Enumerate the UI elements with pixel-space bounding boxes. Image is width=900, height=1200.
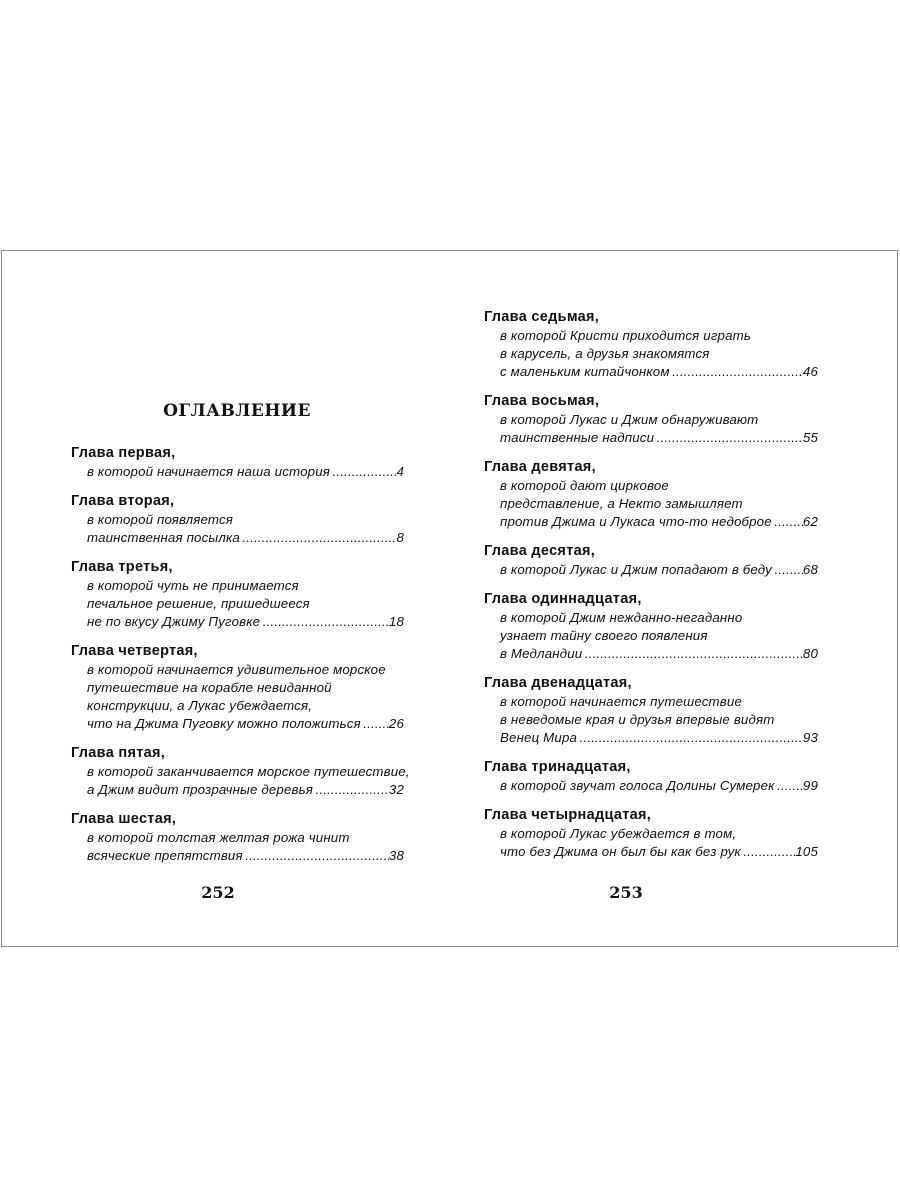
chapter-description-line: печальное решение, пришедшееся	[87, 596, 310, 611]
chapter-description-line: в которой Джим нежданно-негаданно	[500, 610, 743, 625]
toc-entry	[484, 392, 818, 447]
toc-column-right	[484, 308, 818, 872]
chapter-description-line: в которой чуть не принимается	[87, 578, 299, 593]
chapter-description-text: с маленьким китайчонком	[500, 364, 670, 379]
chapter-heading: Глава десятая,	[484, 543, 596, 559]
dot-leader	[240, 529, 397, 547]
page-number-right: 253	[609, 883, 643, 902]
chapter-heading: Глава третья,	[71, 559, 173, 575]
toc-column-left	[71, 444, 410, 876]
chapter-description-line: в которой толстая желтая рожа чинит	[87, 830, 350, 845]
chapter-description-line: в которой начинается удивительное морское	[87, 662, 386, 677]
dot-leader	[361, 715, 389, 733]
page-number-left: 252	[201, 883, 235, 902]
chapter-description-text: что на Джима Пуговку можно положиться	[87, 716, 361, 731]
chapter-description-last-line	[87, 613, 404, 631]
chapter-description-last-line	[87, 847, 404, 865]
chapter-description-line: в которой заканчивается морское путешествие,	[87, 764, 410, 779]
chapter-heading: Глава пятая,	[71, 745, 166, 761]
chapter-description-line: представление, а Некто замышляет	[500, 496, 743, 511]
chapter-page-number: 26	[388, 716, 404, 731]
chapter-page-number: 8	[396, 530, 404, 545]
dot-leader	[741, 843, 796, 861]
chapter-description-text: в которой начинается наша история	[87, 464, 330, 479]
dot-leader	[243, 847, 389, 865]
dot-leader	[260, 613, 389, 631]
chapter-page-number: 38	[388, 848, 404, 863]
chapter-description-line: в которой появляется	[87, 512, 234, 527]
chapter-description-line: в которой Кристи приходится играть	[500, 328, 751, 343]
chapter-page-number: 105	[795, 844, 818, 859]
chapter-description-last-line	[87, 529, 404, 547]
toc-entry	[71, 558, 404, 631]
chapter-description-text: таинственные надписи	[500, 430, 655, 445]
dot-leader	[330, 463, 396, 481]
toc-entry	[71, 492, 404, 547]
chapter-page-number: 62	[802, 514, 818, 529]
dot-leader	[775, 777, 803, 795]
right-page	[451, 251, 899, 946]
chapter-heading: Глава одиннадцатая,	[484, 591, 642, 607]
chapter-description-last-line	[500, 363, 818, 381]
toc-entry	[484, 308, 818, 381]
chapter-heading: Глава шестая,	[71, 811, 177, 827]
chapter-heading: Глава девятая,	[484, 459, 596, 475]
chapter-description-line: конструкции, а Лукас убеждается,	[87, 698, 313, 713]
chapter-description-text: всяческие препятствия	[87, 848, 243, 863]
left-page	[2, 251, 450, 946]
chapter-page-number: 99	[802, 778, 818, 793]
chapter-description-last-line	[500, 843, 818, 861]
chapter-page-number: 18	[388, 614, 404, 629]
toc-entry	[484, 806, 818, 861]
chapter-heading: Глава седьмая,	[484, 309, 600, 325]
toc-entry	[484, 758, 818, 795]
toc-entry	[484, 590, 818, 663]
chapter-description-last-line	[500, 645, 818, 663]
chapter-description-line: в которой Лукас убеждается в том,	[500, 826, 737, 841]
chapter-heading: Глава вторая,	[71, 493, 175, 509]
chapter-description-line: путешествие на корабле невиданной	[87, 680, 332, 695]
chapter-heading: Глава восьмая,	[484, 393, 600, 409]
chapter-description-last-line	[87, 463, 404, 481]
dot-leader	[313, 781, 389, 799]
chapter-page-number: 80	[802, 646, 818, 661]
chapter-description-last-line	[500, 729, 818, 747]
chapter-description-last-line	[87, 781, 404, 799]
chapter-description-last-line	[500, 429, 818, 447]
dot-leader	[577, 729, 803, 747]
chapter-description-line: в которой дают цирковое	[500, 478, 669, 493]
chapter-description-line: узнает тайну своего появления	[500, 628, 708, 643]
toc-entry	[71, 642, 404, 733]
book-spread	[1, 250, 898, 947]
chapter-page-number: 68	[802, 562, 818, 577]
chapter-description-line: в которой начинается путешествие	[500, 694, 742, 709]
chapter-description-last-line	[87, 715, 404, 733]
toc-entry	[71, 444, 404, 481]
chapter-page-number: 4	[396, 464, 404, 479]
chapter-page-number: 93	[802, 730, 818, 745]
toc-entry	[484, 542, 818, 579]
chapter-description-line: в неведомые края и друзья впервые видят	[500, 712, 775, 727]
chapter-description-last-line	[500, 561, 818, 579]
toc-entry	[71, 810, 404, 865]
chapter-heading: Глава первая,	[71, 445, 176, 461]
chapter-description-text: против Джима и Лукаса что-то недоброе	[500, 514, 772, 529]
toc-title: ОГЛАВЛЕНИЕ	[163, 401, 311, 421]
chapter-description-line: в карусель, а друзья знакомятся	[500, 346, 710, 361]
dot-leader	[654, 429, 803, 447]
chapter-description-line: в которой Лукас и Джим обнаруживают	[500, 412, 759, 427]
chapter-description-text: в которой Лукас и Джим попадают в беду	[500, 562, 772, 577]
toc-entry	[484, 458, 818, 531]
chapter-heading: Глава четвертая,	[71, 643, 198, 659]
chapter-page-number: 55	[802, 430, 818, 445]
chapter-page-number: 46	[802, 364, 818, 379]
chapter-description-text: в Медландии	[500, 646, 583, 661]
dot-leader	[670, 363, 803, 381]
chapter-description-text: а Джим видит прозрачные деревья	[87, 782, 313, 797]
dot-leader	[772, 561, 803, 579]
chapter-heading: Глава двенадцатая,	[484, 675, 632, 691]
chapter-description-last-line	[500, 777, 818, 795]
dot-leader	[582, 645, 803, 663]
chapter-description-text: что без Джима он был бы как без рук	[500, 844, 741, 859]
chapter-description-text: таинственная посылка	[87, 530, 240, 545]
chapter-heading: Глава тринадцатая,	[484, 759, 631, 775]
chapter-description-text: в которой звучат голоса Долины Сумерек	[500, 778, 775, 793]
chapter-description-text: не по вкусу Джиму Пуговке	[87, 614, 261, 629]
dot-leader	[772, 513, 803, 531]
toc-entry	[484, 674, 818, 747]
chapter-page-number: 32	[388, 782, 404, 797]
chapter-heading: Глава четырнадцатая,	[484, 807, 652, 823]
chapter-description-text: Венец Мира	[500, 730, 578, 745]
chapter-description-last-line	[500, 513, 818, 531]
toc-entry	[71, 744, 410, 799]
